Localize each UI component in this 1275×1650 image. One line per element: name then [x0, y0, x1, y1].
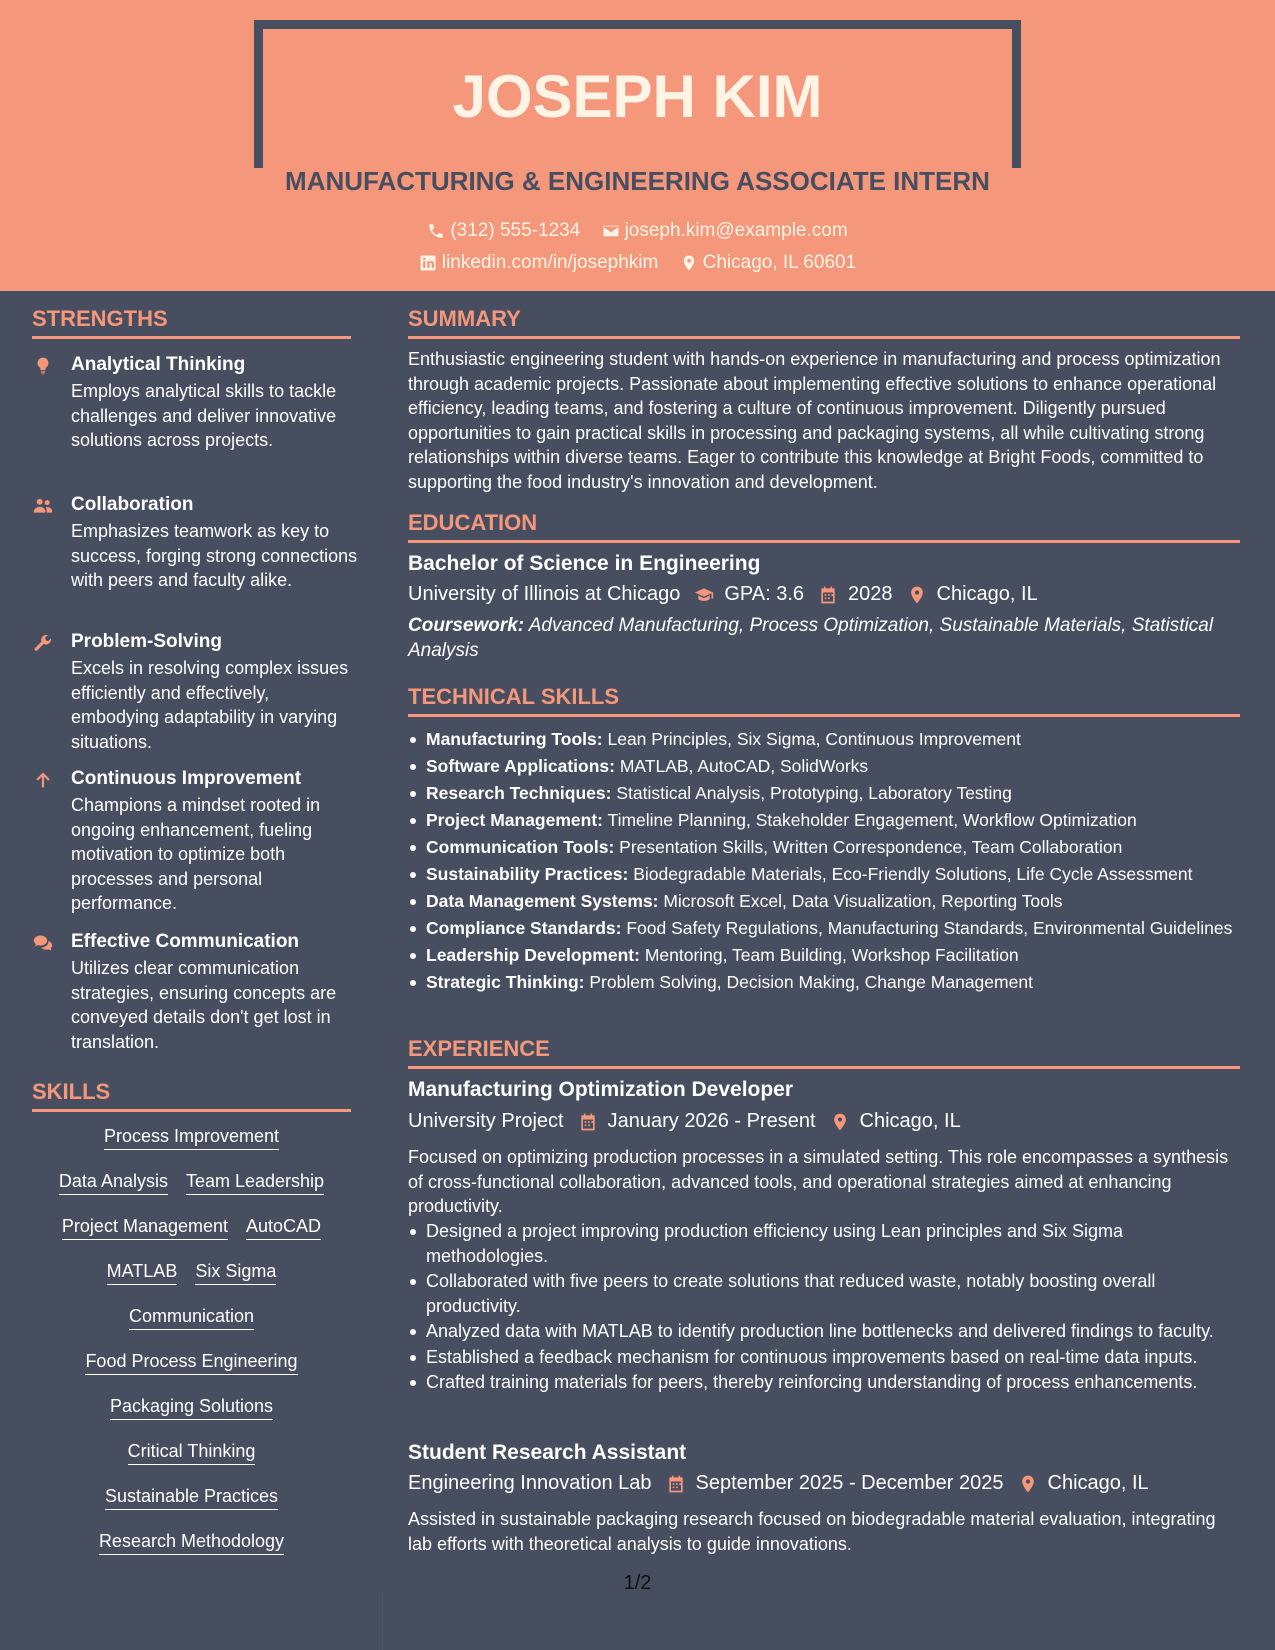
job-location-text: Chicago, IL — [1047, 1472, 1149, 1494]
column-divider — [382, 1590, 383, 1650]
job-title-heading: MANUFACTURING & ENGINEERING ASSOCIATE INTERN — [285, 166, 990, 196]
page-number: 1/2 — [623, 1572, 652, 1594]
header-banner — [0, 0, 1275, 291]
job-location — [1018, 1472, 1149, 1495]
phone-icon — [427, 222, 445, 240]
tech-skill-value: Statistical Analysis, Prototyping, Laboratory Testing — [616, 783, 1012, 803]
tech-skill-label: Project Management: — [426, 810, 603, 830]
list-item — [408, 970, 1240, 994]
skill-tag: Project Management — [62, 1215, 228, 1240]
strength-title: Problem-Solving — [71, 631, 222, 652]
skill-tag: Food Process Engineering — [85, 1350, 297, 1375]
location-text: Chicago, IL 60601 — [702, 252, 857, 273]
list-item — [408, 943, 1240, 967]
list-item — [408, 862, 1240, 886]
list-item — [408, 916, 1240, 940]
list-item: Designed a project improving production efficiency using Lean principles and Six Sigma methodologies. — [408, 1219, 1240, 1268]
comments-icon — [32, 933, 56, 953]
wrench-icon — [32, 633, 56, 653]
candidate-name: JOSEPH KIM — [452, 63, 823, 130]
experience-meta — [408, 1472, 1163, 1495]
skill-tag: AutoCAD — [246, 1215, 321, 1240]
map-marker-icon — [907, 585, 927, 605]
job-description: Focused on optimizing production processes in a simulated setting. This role encompasses a synthesis of cross-functional collaboration, advanced tools, and operational strategies aimed at enhancing productivity. — [408, 1147, 1229, 1216]
organization — [408, 1110, 564, 1133]
strength-desc: Utilizes clear communication strategies, ensuring concepts are conveyed details don't get lost in translation. — [71, 958, 337, 1052]
tech-skill-label: Research Techniques: — [426, 783, 612, 803]
gpa-text: GPA: 3.6 — [724, 583, 805, 605]
experience-job-title: Student Research Assistant — [408, 1441, 687, 1464]
list-item — [408, 808, 1240, 832]
tech-skill-value: Biodegradable Materials, Eco-Friendly Solutions, Life Cycle Assessment — [633, 864, 1193, 884]
tech-skill-label: Leadership Development: — [426, 945, 640, 965]
envelope-icon — [602, 222, 620, 240]
strength-title: Effective Communication — [71, 931, 300, 952]
list-item — [408, 889, 1240, 913]
tech-skill-label: Sustainability Practices: — [426, 864, 629, 884]
tech-skill-label: Compliance Standards: — [426, 918, 622, 938]
job-location-text: Chicago, IL — [859, 1110, 961, 1132]
skill-tag: Team Leadership — [186, 1170, 324, 1195]
tech-skill-label: Software Applications: — [426, 756, 615, 776]
tech-skill-label: Manufacturing Tools: — [426, 729, 603, 749]
list-item — [408, 754, 1240, 778]
skill-tag: Communication — [129, 1305, 254, 1330]
skill-tag: Data Analysis — [59, 1170, 168, 1195]
list-item — [408, 727, 1240, 751]
skills-list — [32, 1125, 351, 1575]
strength-title: Continuous Improvement — [71, 768, 302, 789]
experience-heading: EXPERIENCE — [408, 1036, 1240, 1069]
skill-tag: Process Improvement — [104, 1125, 279, 1150]
school-name: University of Illinois at Chicago — [408, 583, 681, 605]
tech-skill-value: Lean Principles, Six Sigma, Continuous Improvement — [607, 729, 1021, 749]
org-name: Engineering Innovation Lab — [408, 1472, 652, 1494]
list-item: Crafted training materials for peers, thereby reinforcing understanding of process enhancements. — [408, 1370, 1240, 1395]
education-meta — [408, 583, 1052, 606]
strength-desc: Excels in resolving complex issues efficiently and effectively, embodying adaptability in varying situations. — [71, 658, 349, 752]
contact-row-2 — [0, 252, 1275, 278]
tech-skill-value: Problem Solving, Decision Making, Change Management — [589, 972, 1033, 992]
calendar-icon — [818, 585, 838, 605]
coursework-label: Coursework: — [408, 615, 525, 636]
list-item: Analyzed data with MATLAB to identify production line bottlenecks and delivered findings to faculty. — [408, 1319, 1240, 1344]
strength-title: Collaboration — [71, 494, 194, 515]
tech-skill-value: MATLAB, AutoCAD, SolidWorks — [619, 756, 869, 776]
org-name: University Project — [408, 1110, 564, 1132]
skill-tag: Packaging Solutions — [110, 1395, 273, 1420]
education-heading: EDUCATION — [408, 510, 1240, 543]
list-item — [408, 835, 1240, 859]
experience-job-title: Manufacturing Optimization Developer — [408, 1078, 794, 1101]
job-location — [830, 1110, 961, 1133]
linkedin-icon — [419, 254, 437, 272]
location-contact — [680, 252, 857, 274]
experience-meta — [408, 1110, 975, 1133]
strengths-heading: STRENGTHS — [32, 306, 351, 339]
list-item: Established a feedback mechanism for continuous improvements based on real-time data inputs. — [408, 1345, 1240, 1370]
skill-tag: Six Sigma — [195, 1260, 276, 1285]
list-item: Collaborated with five peers to create solutions that reduced waste, notably boosting overall productivity. — [408, 1269, 1240, 1318]
linkedin-text[interactable]: linkedin.com/in/josephkim — [441, 252, 659, 273]
technical-skills-heading: TECHNICAL SKILLS — [408, 684, 1240, 717]
users-icon — [32, 496, 56, 516]
tech-skill-value: Microsoft Excel, Data Visualization, Reporting Tools — [663, 891, 1063, 911]
degree-title: Bachelor of Science in Engineering — [408, 552, 761, 575]
arrow-up-icon — [32, 770, 56, 790]
graduation-cap-icon — [694, 585, 714, 605]
edu-location-text: Chicago, IL — [936, 583, 1038, 605]
tech-skill-value: Timeline Planning, Stakeholder Engagement, Workflow Optimization — [607, 810, 1137, 830]
tech-skill-value: Presentation Skills, Written Correspondence, Team Collaboration — [619, 837, 1123, 857]
map-marker-icon — [830, 1112, 850, 1132]
grad-year-text: 2028 — [848, 583, 893, 605]
job-dates-text: January 2026 - Present — [607, 1110, 816, 1132]
email-text[interactable]: joseph.kim@example.com — [624, 220, 848, 241]
job-dates — [666, 1472, 1004, 1495]
job-bullets — [408, 1219, 1240, 1396]
contact-row-1 — [0, 220, 1275, 246]
grad-year — [818, 583, 893, 606]
tech-skill-value: Food Safety Regulations, Manufacturing Standards, Environmental Guidelines — [626, 918, 1233, 938]
skills-heading: SKILLS — [32, 1079, 351, 1112]
strength-desc: Champions a mindset rooted in ongoing enhancement, fueling motivation to optimize both processes and personal performance. — [71, 795, 321, 913]
job-description: Assisted in sustainable packaging research focused on biodegradable material evaluation, integrating lab efforts with theoretical analysis to guide innovations. — [408, 1509, 1216, 1554]
tech-skill-label: Strategic Thinking: — [426, 972, 585, 992]
tech-skill-label: Data Management Systems: — [426, 891, 659, 911]
map-marker-icon — [680, 254, 698, 272]
strength-title: Analytical Thinking — [71, 354, 246, 375]
phone-contact — [427, 220, 580, 242]
skill-tag: Sustainable Practices — [105, 1485, 278, 1510]
school — [408, 583, 680, 606]
tech-skill-label: Communication Tools: — [426, 837, 615, 857]
summary-heading: SUMMARY — [408, 306, 1240, 339]
organization — [408, 1472, 652, 1495]
calendar-icon — [666, 1474, 686, 1494]
strength-desc: Emphasizes teamwork as key to success, forging strong connections with peers and faculty alike. — [71, 521, 358, 590]
lightbulb-icon — [32, 356, 56, 376]
linkedin-contact[interactable] — [419, 252, 659, 274]
gpa — [694, 583, 804, 606]
summary-text: Enthusiastic engineering student with hands-on experience in manufacturing and process optimization through academic projects. Passionate about implementing effective solutions to enhance operational efficiency, leading teams, and fostering a culture of continuous improvement. Diligently pursued opportunities to gain practical skills in processing and packaging systems, all while cultivating strong relationships within diverse teams. Eager to contribute this knowledge at Bright Foods, committed to supporting the food industry's innovation and development. — [408, 349, 1221, 492]
email-contact[interactable] — [602, 220, 848, 242]
tech-skill-value: Mentoring, Team Building, Workshop Facilitation — [644, 945, 1019, 965]
job-dates — [578, 1110, 816, 1133]
technical-skills-list — [408, 727, 1240, 997]
coursework — [408, 613, 1240, 663]
list-item — [408, 781, 1240, 805]
skill-tag: Research Methodology — [99, 1530, 284, 1555]
phone-text: (312) 555-1234 — [450, 220, 581, 241]
strength-desc: Employs analytical skills to tackle challenges and deliver innovative solutions across projects. — [71, 381, 337, 450]
map-marker-icon — [1018, 1474, 1038, 1494]
edu-location — [907, 583, 1038, 606]
calendar-icon — [578, 1112, 598, 1132]
skill-tag: MATLAB — [107, 1260, 178, 1285]
skill-tag: Critical Thinking — [128, 1440, 256, 1465]
job-dates-text: September 2025 - December 2025 — [695, 1472, 1004, 1494]
coursework-list: Advanced Manufacturing, Process Optimization, Sustainable Materials, Statistical Analysis — [408, 615, 1214, 661]
